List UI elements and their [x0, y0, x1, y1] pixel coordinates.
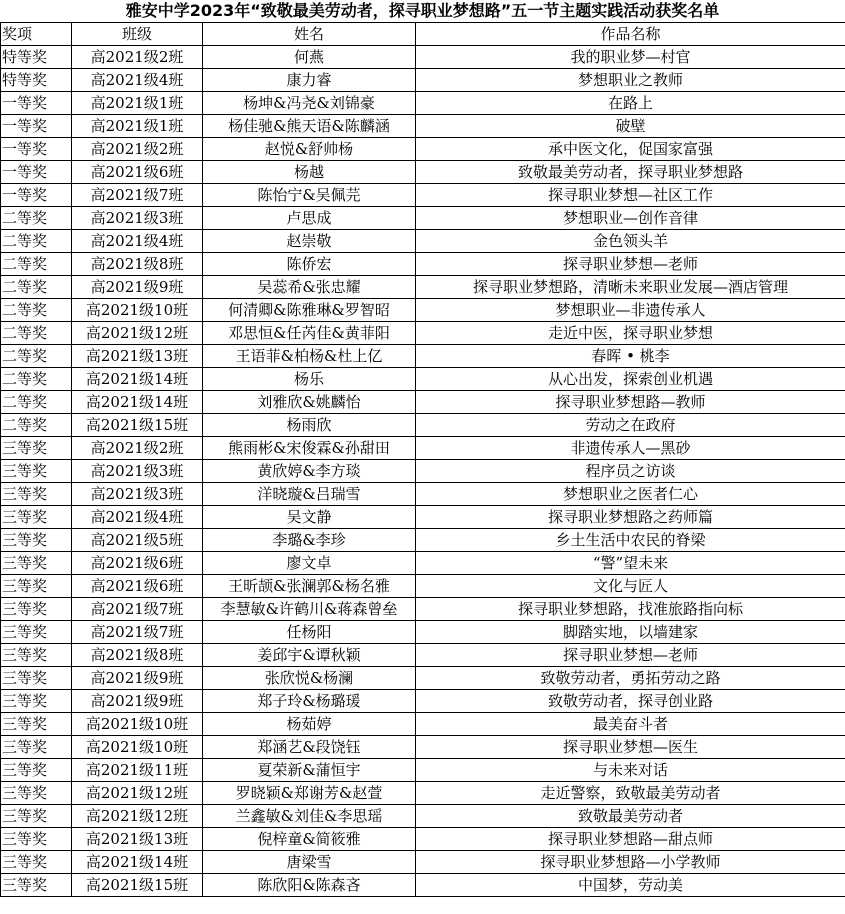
cell-class[interactable]: 高2021级12班 — [72, 782, 203, 805]
table-row — [1, 345, 845, 368]
cell-name[interactable]: 唐梁雪 — [203, 851, 416, 874]
table-row — [1, 874, 845, 897]
cell-award[interactable]: 二等奖 — [1, 230, 72, 253]
cell-work[interactable]: 探寻职业梦想—社区工作 — [416, 184, 845, 207]
cell-work[interactable]: 与未来对话 — [416, 759, 845, 782]
cell-award[interactable]: 三等奖 — [1, 874, 72, 897]
cell-class[interactable]: 高2021级11班 — [72, 759, 203, 782]
cell-award[interactable]: 三等奖 — [1, 713, 72, 736]
table-row — [1, 552, 845, 575]
table-row — [1, 391, 845, 414]
cell-name[interactable]: 邓思恒&任芮佳&黄菲阳 — [203, 322, 416, 345]
cell-name[interactable]: 罗晓颖&郑谢芳&赵萱 — [203, 782, 416, 805]
cell-award[interactable]: 一等奖 — [1, 161, 72, 184]
cell-award[interactable]: 二等奖 — [1, 368, 72, 391]
cell-name[interactable]: 陈欣阳&陈森吝 — [203, 874, 416, 897]
cell-work[interactable]: 脚踏实地，以墙建家 — [416, 621, 845, 644]
cell-name[interactable]: 廖文卓 — [203, 552, 416, 575]
table-row — [1, 575, 845, 598]
cell-name[interactable]: 杨雨欣 — [203, 414, 416, 437]
cell-work[interactable]: 走近中医，探寻职业梦想 — [416, 322, 845, 345]
table-row — [1, 115, 845, 138]
cell-award[interactable]: 三等奖 — [1, 828, 72, 851]
cell-award[interactable]: 三等奖 — [1, 759, 72, 782]
cell-award[interactable]: 三等奖 — [1, 529, 72, 552]
cell-award[interactable]: 三等奖 — [1, 782, 72, 805]
cell-work[interactable]: 最美奋斗者 — [416, 713, 845, 736]
cell-name[interactable]: 刘雅欣&姚麟怡 — [203, 391, 416, 414]
header-name[interactable]: 姓名 — [203, 23, 416, 46]
cell-work[interactable]: 探寻职业梦想路—教师 — [416, 391, 845, 414]
cell-class[interactable]: 高2021级10班 — [72, 299, 203, 322]
table-row — [1, 92, 845, 115]
table-row — [1, 414, 845, 437]
cell-class[interactable]: 高2021级15班 — [72, 874, 203, 897]
cell-work[interactable]: 走近警察，致敬最美劳动者 — [416, 782, 845, 805]
cell-name[interactable]: 吴文静 — [203, 506, 416, 529]
header-class[interactable]: 班级 — [72, 23, 203, 46]
cell-award[interactable]: 三等奖 — [1, 506, 72, 529]
award-table — [0, 22, 845, 897]
cell-work[interactable]: 春晖 • 桃李 — [416, 345, 845, 368]
cell-work[interactable]: 乡土生活中农民的脊梁 — [416, 529, 845, 552]
cell-award[interactable]: 一等奖 — [1, 92, 72, 115]
cell-name[interactable]: 洋晓璇&吕瑞雪 — [203, 483, 416, 506]
table-row — [1, 161, 845, 184]
table-row — [1, 598, 845, 621]
cell-name[interactable]: 卢思成 — [203, 207, 416, 230]
table-row — [1, 483, 845, 506]
table-row — [1, 184, 845, 207]
cell-class[interactable]: 高2021级14班 — [72, 391, 203, 414]
cell-class[interactable]: 高2021级3班 — [72, 207, 203, 230]
cell-work[interactable]: 在路上 — [416, 92, 845, 115]
cell-name[interactable]: 任杨阳 — [203, 621, 416, 644]
cell-work[interactable]: 梦想职业之教师 — [416, 69, 845, 92]
cell-work[interactable]: 破壁 — [416, 115, 845, 138]
cell-class[interactable]: 高2021级7班 — [72, 184, 203, 207]
cell-class[interactable]: 高2021级3班 — [72, 483, 203, 506]
table-row — [1, 207, 845, 230]
cell-work[interactable]: 我的职业梦—村官 — [416, 46, 845, 69]
cell-award[interactable]: 二等奖 — [1, 207, 72, 230]
cell-award[interactable]: 二等奖 — [1, 391, 72, 414]
cell-name[interactable]: 康力睿 — [203, 69, 416, 92]
table-row — [1, 299, 845, 322]
cell-name[interactable]: 郑子玲&杨璐瑗 — [203, 690, 416, 713]
table-row — [1, 759, 845, 782]
cell-work[interactable]: 非遗传承人—黑砂 — [416, 437, 845, 460]
cell-award[interactable]: 一等奖 — [1, 115, 72, 138]
cell-award[interactable]: 三等奖 — [1, 851, 72, 874]
cell-name[interactable]: 陈怡宁&吴佩芫 — [203, 184, 416, 207]
cell-name[interactable]: 何清卿&陈雅琳&罗智昭 — [203, 299, 416, 322]
cell-award[interactable]: 二等奖 — [1, 322, 72, 345]
cell-award[interactable]: 三等奖 — [1, 437, 72, 460]
cell-award[interactable]: 三等奖 — [1, 598, 72, 621]
cell-award[interactable]: 三等奖 — [1, 667, 72, 690]
cell-class[interactable]: 高2021级3班 — [72, 460, 203, 483]
cell-class[interactable]: 高2021级9班 — [72, 276, 203, 299]
cell-name[interactable]: 张欣悦&杨澜 — [203, 667, 416, 690]
table-row — [1, 322, 845, 345]
cell-name[interactable]: 吴蕊希&张忠耀 — [203, 276, 416, 299]
cell-class[interactable]: 高2021级12班 — [72, 805, 203, 828]
cell-class[interactable]: 高2021级4班 — [72, 69, 203, 92]
table-row — [1, 276, 845, 299]
cell-class[interactable]: 高2021级4班 — [72, 506, 203, 529]
table-row — [1, 621, 845, 644]
cell-name[interactable]: 李璐&李珍 — [203, 529, 416, 552]
table-row — [1, 368, 845, 391]
cell-class[interactable]: 高2021级2班 — [72, 138, 203, 161]
cell-award[interactable]: 三等奖 — [1, 690, 72, 713]
cell-name[interactable]: 熊雨彬&宋俊霖&孙甜田 — [203, 437, 416, 460]
cell-work[interactable]: 梦想职业—创作音律 — [416, 207, 845, 230]
cell-name[interactable]: 王昕颉&张澜郭&杨名雅 — [203, 575, 416, 598]
cell-name[interactable]: 杨越 — [203, 161, 416, 184]
cell-work[interactable]: 金色领头羊 — [416, 230, 845, 253]
table-row — [1, 851, 845, 874]
cell-name[interactable]: 黄欣婷&李方琰 — [203, 460, 416, 483]
cell-name[interactable]: 杨佳驰&熊天语&陈麟涵 — [203, 115, 416, 138]
cell-class[interactable]: 高2021级4班 — [72, 230, 203, 253]
cell-class[interactable]: 高2021级9班 — [72, 667, 203, 690]
cell-work[interactable]: 致敬劳动者，探寻创业路 — [416, 690, 845, 713]
table-row — [1, 46, 845, 69]
cell-work[interactable]: 致敬劳动者，勇拓劳动之路 — [416, 667, 845, 690]
cell-award[interactable]: 三等奖 — [1, 644, 72, 667]
cell-award[interactable]: 一等奖 — [1, 138, 72, 161]
cell-work[interactable]: 文化与匠人 — [416, 575, 845, 598]
cell-name[interactable]: 兰鑫敏&刘佳&李思瑶 — [203, 805, 416, 828]
cell-work[interactable]: 劳动之在政府 — [416, 414, 845, 437]
table-row — [1, 529, 845, 552]
cell-award[interactable]: 特等奖 — [1, 69, 72, 92]
table-row — [1, 667, 845, 690]
cell-name[interactable]: 杨坤&冯尧&刘锦豪 — [203, 92, 416, 115]
cell-class[interactable]: 高2021级13班 — [72, 828, 203, 851]
cell-name[interactable]: 赵崇敬 — [203, 230, 416, 253]
cell-work[interactable]: 探寻职业梦想—老师 — [416, 644, 845, 667]
cell-class[interactable]: 高2021级12班 — [72, 322, 203, 345]
table-row — [1, 506, 845, 529]
table-row — [1, 69, 845, 92]
cell-class[interactable]: 高2021级15班 — [72, 414, 203, 437]
table-row — [1, 230, 845, 253]
header-award[interactable]: 奖项 — [1, 23, 72, 46]
cell-work[interactable]: 致敬最美劳动者 — [416, 805, 845, 828]
cell-work[interactable]: 梦想职业—非遗传承人 — [416, 299, 845, 322]
cell-award[interactable]: 二等奖 — [1, 299, 72, 322]
cell-class[interactable]: 高2021级6班 — [72, 552, 203, 575]
cell-name[interactable]: 陈侨宏 — [203, 253, 416, 276]
cell-class[interactable]: 高2021级6班 — [72, 575, 203, 598]
cell-name[interactable]: 李慧敏&许鹤川&蒋森曾垒 — [203, 598, 416, 621]
cell-award[interactable]: 特等奖 — [1, 46, 72, 69]
cell-work[interactable]: 中国梦，劳动美 — [416, 874, 845, 897]
cell-class[interactable]: 高2021级10班 — [72, 736, 203, 759]
cell-name[interactable]: 杨茹婷 — [203, 713, 416, 736]
cell-award[interactable]: 二等奖 — [1, 276, 72, 299]
cell-name[interactable]: 郑涵艺&段饶钰 — [203, 736, 416, 759]
cell-work[interactable]: 致敬最美劳动者，探寻职业梦想路 — [416, 161, 845, 184]
table-row — [1, 713, 845, 736]
cell-work[interactable]: 探寻职业梦想路，清晰未来职业发展—酒店管理 — [416, 276, 845, 299]
header-work[interactable]: 作品名称 — [416, 23, 845, 46]
cell-class[interactable]: 高2021级8班 — [72, 253, 203, 276]
cell-work[interactable]: 探寻职业梦想—老师 — [416, 253, 845, 276]
cell-class[interactable]: 高2021级9班 — [72, 690, 203, 713]
cell-name[interactable]: 夏荣新&蒲恒宇 — [203, 759, 416, 782]
cell-work[interactable]: 承中医文化，促国家富强 — [416, 138, 845, 161]
table-row — [1, 828, 845, 851]
table-row — [1, 644, 845, 667]
cell-award[interactable]: 二等奖 — [1, 414, 72, 437]
cell-work[interactable]: 探寻职业梦想路—甜点师 — [416, 828, 845, 851]
cell-award[interactable]: 三等奖 — [1, 483, 72, 506]
cell-name[interactable]: 王语菲&柏杨&杜上亿 — [203, 345, 416, 368]
table-row — [1, 782, 845, 805]
table-row — [1, 736, 845, 759]
table-row — [1, 253, 845, 276]
table-row — [1, 138, 845, 161]
cell-award[interactable]: 三等奖 — [1, 621, 72, 644]
table-header-row — [1, 23, 845, 46]
table-row — [1, 460, 845, 483]
cell-work[interactable]: 从心出发，探索创业机遇 — [416, 368, 845, 391]
cell-award[interactable]: 三等奖 — [1, 552, 72, 575]
cell-class[interactable]: 高2021级1班 — [72, 115, 203, 138]
table-row — [1, 437, 845, 460]
cell-name[interactable]: 赵悦&舒帅杨 — [203, 138, 416, 161]
sheet-title: 雅安中学2023年“致敬最美劳动者，探寻职业梦想路”五一节主题实践活动获奖名单 — [125, 1, 720, 20]
cell-award[interactable]: 三等奖 — [1, 805, 72, 828]
cell-class[interactable]: 高2021级7班 — [72, 598, 203, 621]
table-row — [1, 690, 845, 713]
cell-award[interactable]: 二等奖 — [1, 345, 72, 368]
cell-work[interactable]: 探寻职业梦想路，找准旅路指向标 — [416, 598, 845, 621]
cell-class[interactable]: 高2021级2班 — [72, 46, 203, 69]
cell-class[interactable]: 高2021级5班 — [72, 529, 203, 552]
cell-class[interactable]: 高2021级14班 — [72, 368, 203, 391]
cell-class[interactable]: 高2021级8班 — [72, 644, 203, 667]
cell-class[interactable]: 高2021级6班 — [72, 161, 203, 184]
cell-award[interactable]: 三等奖 — [1, 736, 72, 759]
cell-class[interactable]: 高2021级14班 — [72, 851, 203, 874]
table-row — [1, 805, 845, 828]
cell-work[interactable]: 程序员之访谈 — [416, 460, 845, 483]
cell-work[interactable]: 梦想职业之医者仁心 — [416, 483, 845, 506]
cell-award[interactable]: 一等奖 — [1, 184, 72, 207]
cell-class[interactable]: 高2021级7班 — [72, 621, 203, 644]
cell-award[interactable]: 三等奖 — [1, 460, 72, 483]
cell-award[interactable]: 二等奖 — [1, 253, 72, 276]
cell-class[interactable]: 高2021级10班 — [72, 713, 203, 736]
cell-class[interactable]: 高2021级2班 — [72, 437, 203, 460]
cell-name[interactable]: 何燕 — [203, 46, 416, 69]
cell-award[interactable]: 三等奖 — [1, 575, 72, 598]
cell-work[interactable]: 探寻职业梦想路之药师篇 — [416, 506, 845, 529]
cell-name[interactable]: 姜邱宇&谭秋颖 — [203, 644, 416, 667]
cell-work[interactable]: 探寻职业梦想—医生 — [416, 736, 845, 759]
cell-work[interactable]: 探寻职业梦想路—小学教师 — [416, 851, 845, 874]
cell-name[interactable]: 杨乐 — [203, 368, 416, 391]
cell-work[interactable]: “警”望未来 — [416, 552, 845, 575]
cell-class[interactable]: 高2021级13班 — [72, 345, 203, 368]
cell-class[interactable]: 高2021级1班 — [72, 92, 203, 115]
cell-name[interactable]: 倪梓童&简筱雅 — [203, 828, 416, 851]
